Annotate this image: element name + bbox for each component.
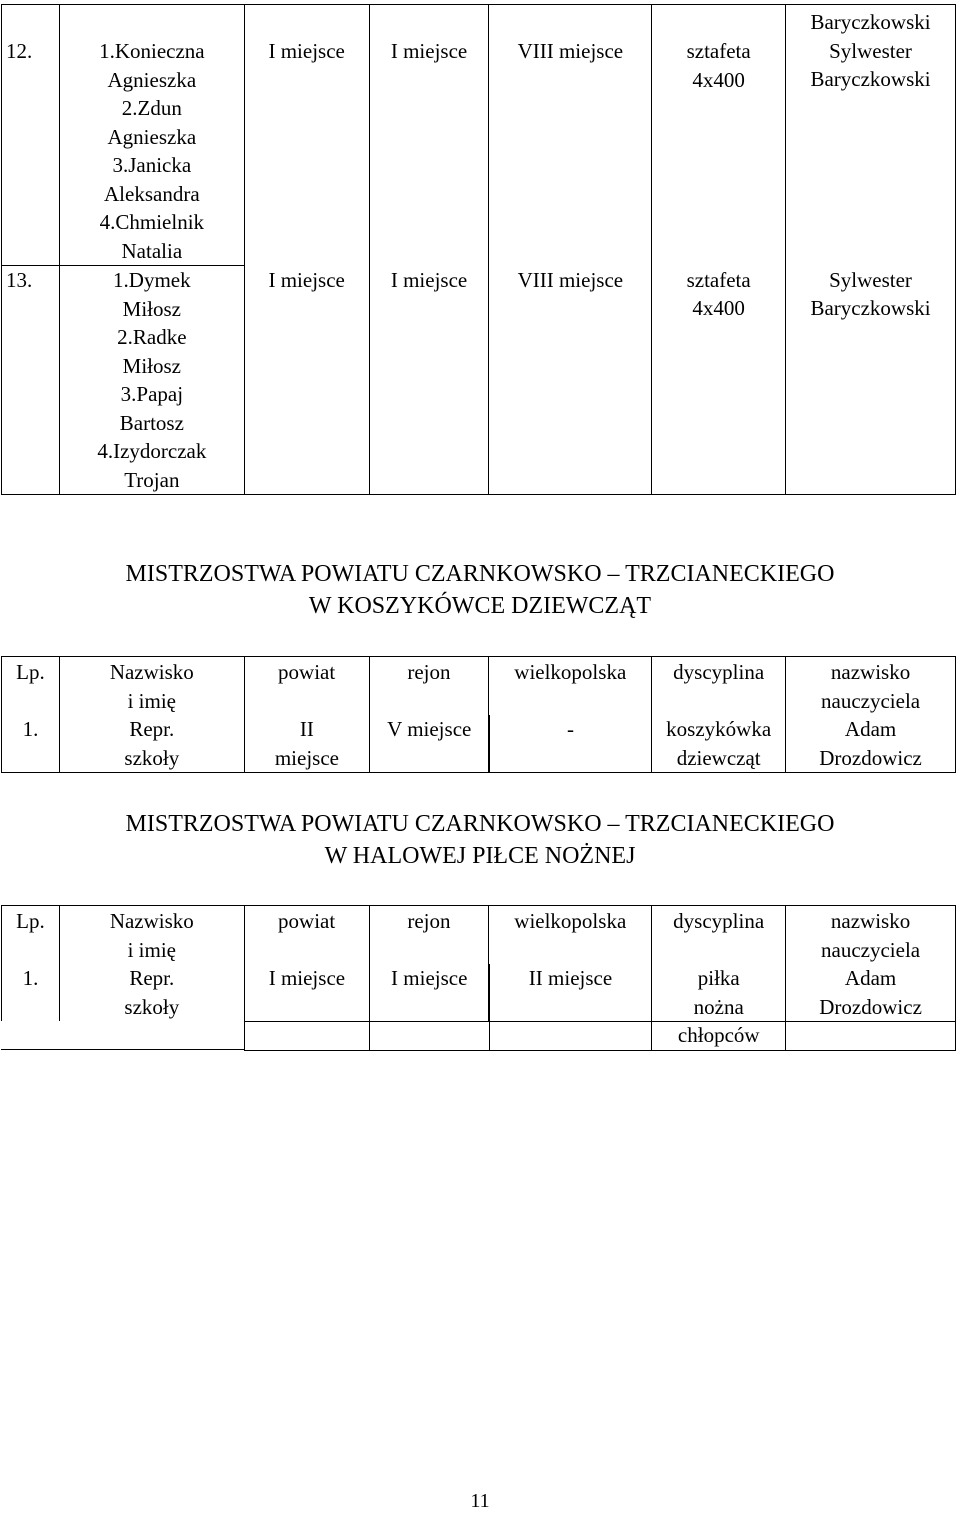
teacher-cell: Baryczkowski Sylwester Baryczkowski — [786, 5, 956, 266]
discipline-cell: piłka nożna chłopców — [652, 964, 786, 1050]
table-row — [245, 964, 956, 1050]
lp-cell: 12. — [2, 5, 60, 266]
teacher-cell: Sylwester Baryczkowski — [786, 266, 956, 495]
wielkopolska-cell: II miejsce — [489, 964, 652, 1050]
results-table-relay — [1, 4, 956, 495]
names-cell: 1.Dymek Miłosz 2.Radke Miłosz 3.Papaj Bartosz 4.Izydorczak Trojan — [59, 266, 244, 495]
discipline-cell: koszykówka dziewcząt — [652, 715, 786, 773]
results-table-futsal-row — [244, 964, 956, 1051]
rejon-cell: I miejsce — [369, 964, 489, 1050]
results-table-basketball-row — [244, 715, 956, 773]
header-discipline: dyscyplina — [652, 657, 786, 773]
section-heading-basketball: MISTRZOSTWA POWIATU CZARNKOWSKO – TRZCIANECKIEGO W KOSZYKÓWCE DZIEWCZĄT — [125, 561, 835, 619]
futsal-table-bottom-left — [1, 1049, 245, 1050]
table-row — [2, 266, 956, 495]
teacher-cell: Adam Drozdowicz — [786, 964, 956, 1050]
header-rejon: rejon — [369, 657, 489, 773]
header-teacher: nazwisko nauczyciela — [786, 906, 956, 1022]
powiat-cell: II miejsce — [245, 715, 370, 773]
rejon-cell: V miejsce — [369, 715, 489, 773]
header-lp: Lp. 1. — [2, 906, 60, 1022]
wielkopolska-cell: VIII miejsce — [489, 5, 652, 266]
table-row — [2, 5, 956, 266]
discipline-cell: sztafeta 4x400 — [652, 5, 786, 266]
header-teacher: nazwisko nauczyciela — [786, 657, 956, 773]
powiat-cell: I miejsce — [245, 964, 370, 1050]
header-discipline: dyscyplina — [652, 906, 786, 1022]
header-rejon: rejon — [369, 906, 489, 1022]
header-name: Nazwisko i imię Repr. szkoły — [59, 906, 244, 1022]
discipline-cell: sztafeta 4x400 — [652, 266, 786, 495]
rejon-cell: I miejsce — [369, 5, 489, 266]
powiat-cell: I miejsce — [244, 5, 369, 266]
wielkopolska-cell: VIII miejsce — [489, 266, 652, 495]
header-powiat: powiat — [244, 906, 369, 1022]
powiat-cell: I miejsce — [244, 266, 369, 495]
page-number: 11 — [470, 1490, 490, 1512]
section-heading-futsal: MISTRZOSTWA POWIATU CZARNKOWSKO – TRZCIANECKIEGO W HALOWEJ PIŁCE NOŻNEJ — [125, 811, 835, 869]
header-powiat: powiat — [244, 657, 369, 773]
header-name: Nazwisko i imię Repr. szkoły — [59, 657, 244, 773]
table-row — [245, 715, 956, 773]
teacher-cell: Adam Drozdowicz — [786, 715, 956, 773]
wielkopolska-cell: - — [489, 715, 652, 773]
lp-cell: 13. — [2, 266, 60, 495]
header-lp: Lp. 1. — [2, 657, 60, 773]
basketball-table-bottom-left — [1, 772, 245, 773]
header-wielkopolska: wielkopolska — [489, 657, 652, 773]
rejon-cell: I miejsce — [369, 266, 489, 495]
header-wielkopolska: wielkopolska — [489, 906, 652, 1022]
names-cell: 1.Konieczna Agnieszka 2.Zdun Agnieszka 3.Janicka Aleksandra 4.Chmielnik Natalia — [59, 5, 244, 266]
